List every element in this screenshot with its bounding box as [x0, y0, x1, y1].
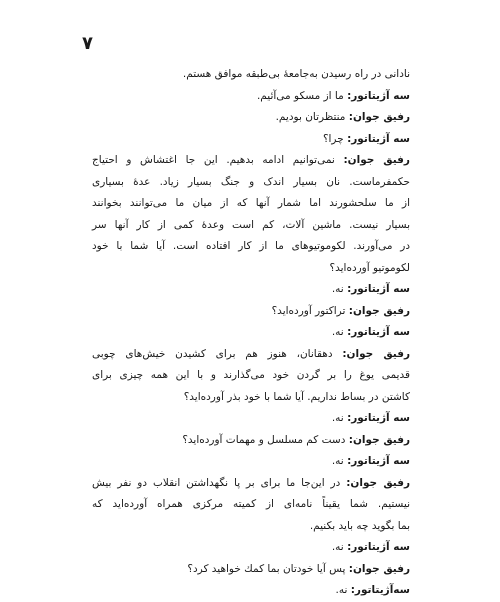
line-text: نه.	[331, 326, 344, 338]
dialogue-line	[92, 516, 410, 538]
page-number: ۷	[82, 33, 93, 54]
dialogue-line	[92, 408, 410, 430]
line-text: دهقانان، هنوز هم برای کشیدن خیش‌های چوبی	[92, 347, 333, 360]
dialogue-line	[92, 344, 410, 366]
line-text: نمی‌توانیم ادامه بدهیم. این جا اغتشاش و احتیاج	[92, 154, 335, 166]
line-text: نه.	[331, 541, 344, 553]
line-text: نه.	[331, 283, 344, 295]
dialogue-line	[92, 172, 410, 194]
dialogue-line	[92, 236, 410, 258]
line-text: منتظرتان بودیم.	[275, 111, 346, 123]
dialogue-line	[92, 387, 410, 409]
line-text: حکمفرماست. نان بسیار اندک و جنگ بسیار زیاد. عدهٔ بسیاری	[92, 175, 410, 188]
speaker-name: سه‌آژیتاتور:	[350, 584, 410, 596]
dialogue-line	[92, 365, 410, 387]
line-text: تراکتور آورده‌اید؟	[271, 304, 346, 317]
speaker-name: رفیق جوان:	[348, 111, 410, 123]
speaker-name: رفیق جوان:	[343, 154, 410, 166]
dialogue-line	[92, 215, 410, 237]
dialogue-line	[92, 193, 410, 215]
dialogue-line	[92, 301, 410, 323]
line-text: کاشتن در بساط نداریم. آیا شما با خود بذر آورده‌اید؟	[183, 390, 410, 403]
dialogue-line	[92, 279, 410, 301]
line-text: قدیمی یوغ را بر گردن خود می‌گذارند و با این همه چیزی برای	[92, 369, 410, 381]
speaker-name: رفیق جوان:	[348, 562, 410, 575]
speaker-name: رفیق جوان:	[342, 347, 410, 360]
dialogue-text	[92, 64, 410, 602]
line-text: نیستیم. شما یقیناً نامه‌ای از کمیته مرکزی همراه آورده‌اید که	[92, 498, 410, 510]
line-text: در می‌آورند. لکوموتیوهای ما از کار افتاده است. آیا شما با خود	[92, 240, 410, 252]
line-text: از ما سلحشورند اما شمار آنها که از میان ما می‌توانند بخوانند	[92, 197, 410, 209]
dialogue-line	[92, 473, 410, 495]
speaker-name: سه آژیتاتور:	[347, 455, 410, 467]
line-text: چرا؟	[322, 132, 344, 145]
speaker-name: سه آژیتاتور:	[347, 412, 410, 424]
dialogue-line	[92, 580, 410, 602]
line-text: نه.	[331, 412, 344, 424]
speaker-name: سه آژیتاتور:	[347, 89, 410, 102]
dialogue-line	[92, 258, 410, 280]
dialogue-line	[92, 86, 410, 108]
speaker-name: سه آژیتاتور:	[347, 283, 410, 295]
speaker-name: رفیق جوان:	[348, 433, 410, 446]
dialogue-line	[92, 537, 410, 559]
line-text: بما بگوید چه باید بکنیم.	[309, 519, 410, 532]
dialogue-line	[92, 559, 410, 581]
dialogue-line	[92, 64, 410, 86]
line-text: بسیار نیست. ماشین آلات، کم است وعدهٔ کمی از کار آنها سر	[92, 218, 410, 231]
dialogue-line	[92, 322, 410, 344]
dialogue-line	[92, 107, 410, 129]
speaker-name: سه آژیتاتور:	[347, 132, 410, 145]
line-text: در این‌جا ما برای بر پا نگهداشتن انقلاب دو نفر بیش	[92, 476, 341, 489]
speaker-name: سه آژیتاتور:	[347, 326, 410, 338]
line-text: نه.	[335, 584, 348, 596]
line-text: نادانی در راه رسیدن به‌جامعهٔ بی‌طبقه موافق هستم.	[182, 68, 410, 80]
line-text: ما از مسکو می‌آئیم.	[256, 89, 344, 102]
speaker-name: رفیق جوان:	[348, 304, 410, 317]
speaker-name: رفیق جوان:	[346, 476, 410, 489]
dialogue-line	[92, 150, 410, 172]
line-text: دست کم مسلسل و مهمات آورده‌اید؟	[182, 433, 346, 446]
line-text: پس آیا خودتان بما کمك خواهید کرد؟	[187, 562, 346, 575]
dialogue-line	[92, 494, 410, 516]
dialogue-line	[92, 451, 410, 473]
dialogue-line	[92, 430, 410, 452]
speaker-name: سه آژیتاتور:	[347, 541, 410, 553]
line-text: نه.	[331, 455, 344, 467]
line-text: لکوموتیو آورده‌اید؟	[329, 261, 410, 274]
dialogue-line	[92, 129, 410, 151]
